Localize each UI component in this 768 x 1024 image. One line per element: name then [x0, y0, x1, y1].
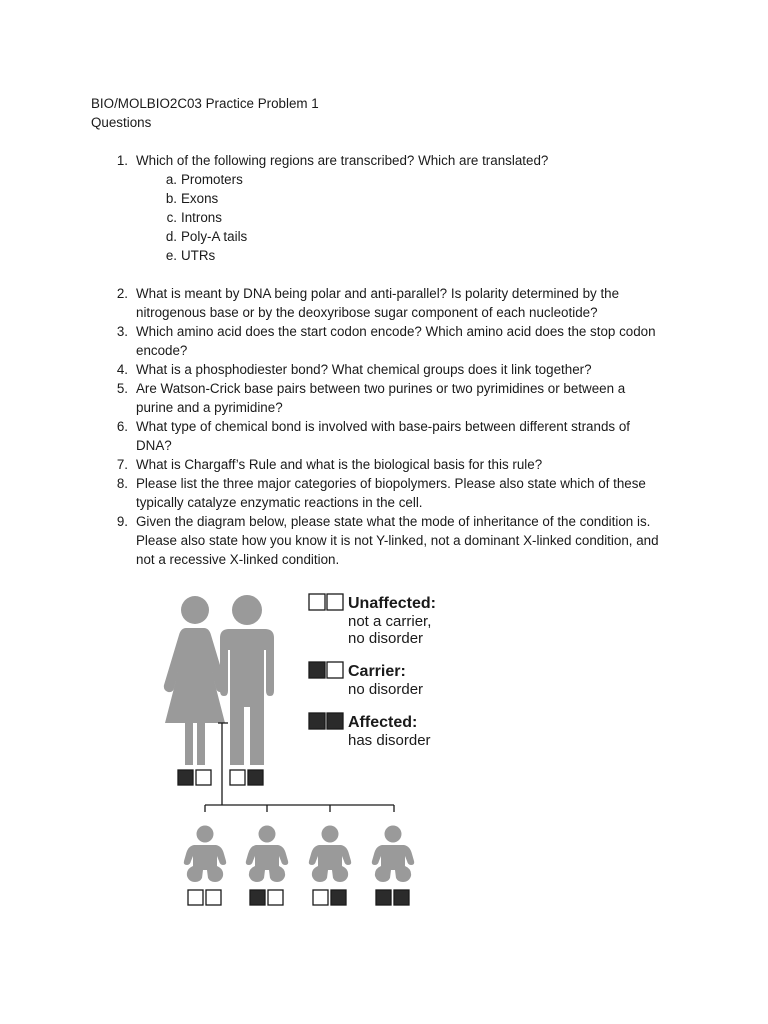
filled-allele-box [178, 770, 193, 785]
filled-allele-box [250, 890, 265, 905]
question-line: Please also state how you know it is not Y-linked, not a dominant X-linked condition, and [136, 533, 659, 548]
question-line: typically catalyze enzymatic reactions in the cell. [136, 495, 423, 510]
question-line: Which amino acid does the start codon encode? Which amino acid does the stop codon [136, 324, 656, 339]
question-line: What is meant by DNA being polar and anti-parallel? Is polarity determined by the [136, 286, 620, 301]
question-3 [112, 322, 692, 360]
option-text: Promoters [181, 172, 243, 187]
empty-allele-box [188, 890, 203, 905]
question-number: 9. [116, 514, 128, 529]
option-text: Poly-A tails [181, 229, 248, 244]
children-group [184, 826, 414, 906]
empty-allele-box [313, 890, 328, 905]
legend-title: Affected: [348, 714, 418, 731]
filled-allele-box [327, 713, 343, 729]
filled-allele-box [309, 662, 325, 678]
question-line: Are Watson-Crick base pairs between two purines or two pyrimidines or between a [136, 381, 626, 396]
filled-allele-box [248, 770, 263, 785]
option-text: UTRs [181, 248, 216, 263]
empty-allele-box [309, 594, 325, 610]
option-item [157, 246, 548, 265]
question-list [112, 284, 692, 569]
question-number: 6. [116, 419, 128, 434]
child-figure-icon [309, 826, 351, 883]
question-number: 7. [116, 457, 128, 472]
question-line: What type of chemical bond is involved with base-pairs between different strands of [136, 419, 630, 434]
legend-allele-boxes [309, 713, 343, 729]
child-figure-icon [372, 826, 414, 883]
option-text: Introns [181, 210, 222, 225]
empty-allele-box [196, 770, 211, 785]
option-text: Exons [181, 191, 219, 206]
filled-allele-box [331, 890, 346, 905]
father-allele-boxes [230, 770, 263, 785]
option-item [157, 189, 548, 208]
question-line: What is Chargaff’s Rule and what is the biological basis for this rule? [136, 457, 543, 472]
question-line: DNA? [136, 438, 172, 453]
question-line: Given the diagram below, please state what the mode of inheritance of the condition is. [136, 514, 651, 529]
empty-allele-box [268, 890, 283, 905]
question-2 [112, 284, 692, 322]
empty-allele-box [327, 662, 343, 678]
question-8 [112, 474, 692, 512]
option-letter: c. [166, 210, 177, 225]
filled-allele-box [309, 713, 325, 729]
question-number: 4. [116, 362, 128, 377]
document-header [91, 94, 319, 132]
question-6 [112, 417, 692, 455]
question-line: encode? [136, 343, 188, 358]
inheritance-diagram [150, 585, 470, 915]
child-allele-boxes [376, 890, 409, 905]
mother-figure-icon [164, 596, 226, 765]
question-text: Which of the following regions are transcribed? Which are translated? [136, 153, 549, 168]
question-number: 3. [116, 324, 128, 339]
legend-description: has disorder [348, 732, 431, 749]
empty-allele-box [206, 890, 221, 905]
legend [309, 594, 436, 749]
option-letter: d. [165, 229, 177, 244]
mother-allele-boxes [178, 770, 211, 785]
legend-title: Unaffected: [348, 595, 437, 612]
child-allele-boxes [250, 890, 283, 905]
question-4 [112, 360, 692, 379]
filled-allele-box [376, 890, 391, 905]
legend-description: no disorder [348, 630, 424, 647]
question-7 [112, 455, 692, 474]
legend-title: Carrier: [348, 663, 406, 680]
child-figure-icon [246, 826, 288, 883]
option-letter: b. [165, 191, 177, 206]
page-subtitle: Questions [91, 115, 152, 130]
question-number: 5. [116, 381, 128, 396]
legend-description: not a carrier, [348, 613, 432, 630]
legend-description: no disorder [348, 681, 424, 698]
question-line: What is a phosphodiester bond? What chemical groups does it link together? [136, 362, 592, 377]
option-item [157, 227, 548, 246]
question-number: 8. [116, 476, 128, 491]
father-figure-icon [220, 595, 274, 765]
legend-allele-boxes [309, 662, 343, 678]
option-list [157, 170, 548, 265]
option-letter: a. [165, 172, 177, 187]
child-allele-boxes [188, 890, 221, 905]
option-item [157, 170, 548, 189]
empty-allele-box [327, 594, 343, 610]
course-title: BIO/MOLBIO2C03 Practice Problem 1 [91, 96, 319, 111]
child-figure-icon [184, 826, 226, 883]
question-1 [112, 151, 548, 265]
question-number: 1. [116, 153, 128, 168]
question-number: 2. [116, 286, 128, 301]
filled-allele-box [394, 890, 409, 905]
question-5 [112, 379, 692, 417]
option-letter: e. [165, 248, 177, 263]
empty-allele-box [230, 770, 245, 785]
child-allele-boxes [313, 890, 346, 905]
question-line: not a recessive X-linked condition. [136, 552, 340, 567]
parents-group [164, 595, 274, 785]
question-line: nitrogenous base or by the deoxyribose sugar component of each nucleotide? [136, 305, 598, 320]
question-line: Please list the three major categories of biopolymers. Please also state which of these [136, 476, 646, 491]
question-line: purine and a pyrimidine? [136, 400, 283, 415]
legend-allele-boxes [309, 594, 343, 610]
question-9 [112, 512, 692, 569]
option-item [157, 208, 548, 227]
